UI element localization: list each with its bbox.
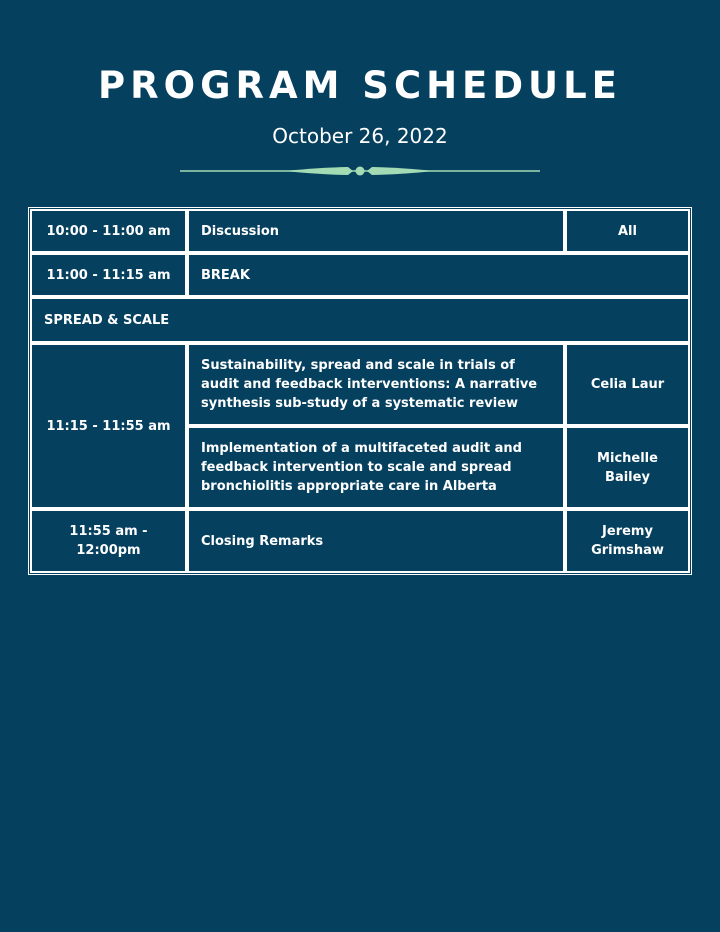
event-date: October 26, 2022 [272, 124, 448, 148]
speaker-cell: Michelle Bailey [565, 426, 690, 509]
decorative-divider-ornament [180, 162, 540, 180]
page-title: PROGRAM SCHEDULE [98, 64, 622, 107]
table-row [30, 253, 690, 297]
table-row [30, 509, 690, 573]
speaker-cell: All [565, 209, 690, 253]
break-label: BREAK [187, 253, 690, 297]
table-row [30, 209, 690, 253]
time-cell: 10:00 - 11:00 am [30, 209, 187, 253]
speaker-cell: Jeremy Grimshaw [565, 509, 690, 573]
session-cell: Implementation of a multifaceted audit and feedback intervention to scale and spread bronchiolitis appropriate care in Alberta [187, 426, 565, 509]
table-row [30, 343, 690, 426]
time-cell: 11:00 - 11:15 am [30, 253, 187, 297]
program-schedule-table [28, 207, 692, 575]
session-cell: Closing Remarks [187, 509, 565, 573]
time-cell: 11:55 am - 12:00pm [30, 509, 187, 573]
section-header-row [30, 297, 690, 343]
session-cell: Sustainability, spread and scale in trials of audit and feedback interventions: A narrative synthesis sub-study of a systematic review [187, 343, 565, 426]
session-cell: Discussion [187, 209, 565, 253]
speaker-cell: Celia Laur [565, 343, 690, 426]
section-label: SPREAD & SCALE [30, 297, 690, 343]
time-cell: 11:15 - 11:55 am [30, 343, 187, 509]
